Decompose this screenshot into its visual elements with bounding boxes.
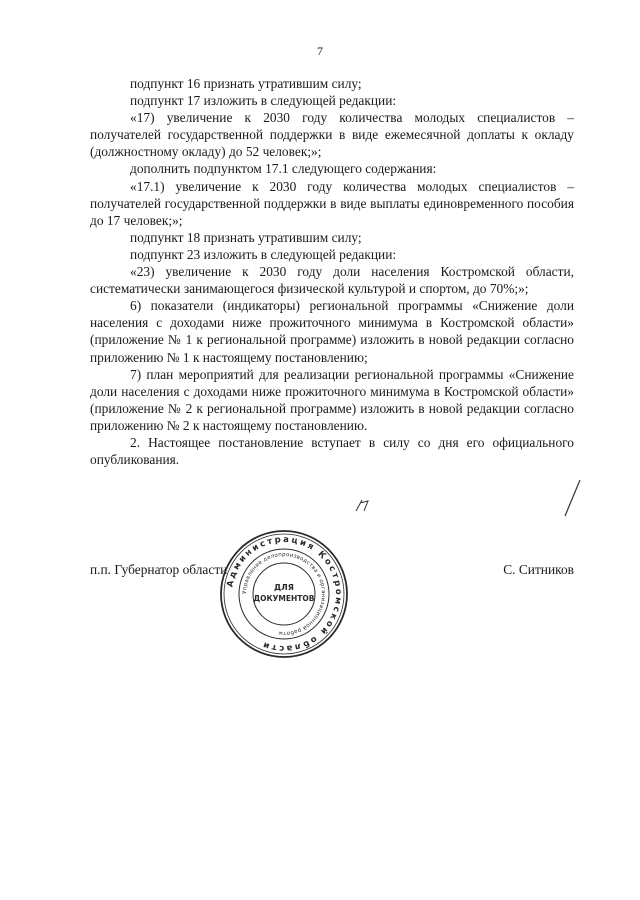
signatory-position: п.п. Губернатор области bbox=[90, 562, 228, 577]
paragraph: «17) увеличение к 2030 году количества молодых специалистов – получателей государственной поддержки в виде ежемесячной доплаты к окладу (должностному окладу) до 52 человек;»; bbox=[90, 110, 574, 160]
official-seal bbox=[218, 528, 350, 660]
paragraph: подпункт 23 изложить в следующей редакции: bbox=[130, 246, 397, 262]
signatory-name: С. Ситников bbox=[503, 562, 574, 577]
paragraph: подпункт 18 признать утратившим силу; bbox=[130, 229, 362, 245]
seal-inner-text: Управление делопроизводства и организационной работы bbox=[241, 551, 327, 637]
page-number: 7 bbox=[317, 44, 323, 58]
seal-outer-text: Администрация Костромской области bbox=[225, 534, 344, 654]
paragraph: 6) показатели (индикаторы) региональной программы «Снижение доли населения с доходами ниже прожиточного минимума в Костромской области» (приложение № 1 к региональной программе) изложить в новой редакции согласно приложению № 1 к настоящему постановлению; bbox=[90, 298, 574, 365]
handwritten-initial bbox=[354, 497, 372, 515]
paragraph: дополнить подпунктом 17.1 следующего содержания: bbox=[130, 161, 437, 177]
paragraph: 7) план мероприятий для реализации региональной программы «Снижение доли населения с доходами ниже прожиточного минимума в Костромской области» (приложение № 2 к региональной программе) изложить в новой редакции согласно приложению № 2 к настоящему постановлению. bbox=[90, 366, 574, 433]
paragraph: «17.1) увеличение к 2030 году количества молодых специалистов – получателей государственной поддержки в виде выплаты единовременного пособия до 17 человек;»; bbox=[90, 178, 574, 228]
signature-stroke bbox=[562, 478, 582, 518]
paragraph: подпункт 17 изложить в следующей редакции: bbox=[130, 93, 397, 109]
paragraph: «23) увеличение к 2030 году доли населения Костромской области, систематически занимающегося физической культурой и спортом, до 70%;»; bbox=[90, 264, 574, 297]
seal-center-line-1: ДЛЯ bbox=[274, 583, 294, 592]
document-body bbox=[90, 75, 574, 468]
paragraph: подпункт 16 признать утратившим силу; bbox=[130, 76, 362, 91]
seal-center-line-2: ДОКУМЕНТОВ bbox=[253, 594, 315, 603]
paragraph: 2. Настоящее постановление вступает в силу со дня его официального опубликования. bbox=[90, 434, 574, 468]
